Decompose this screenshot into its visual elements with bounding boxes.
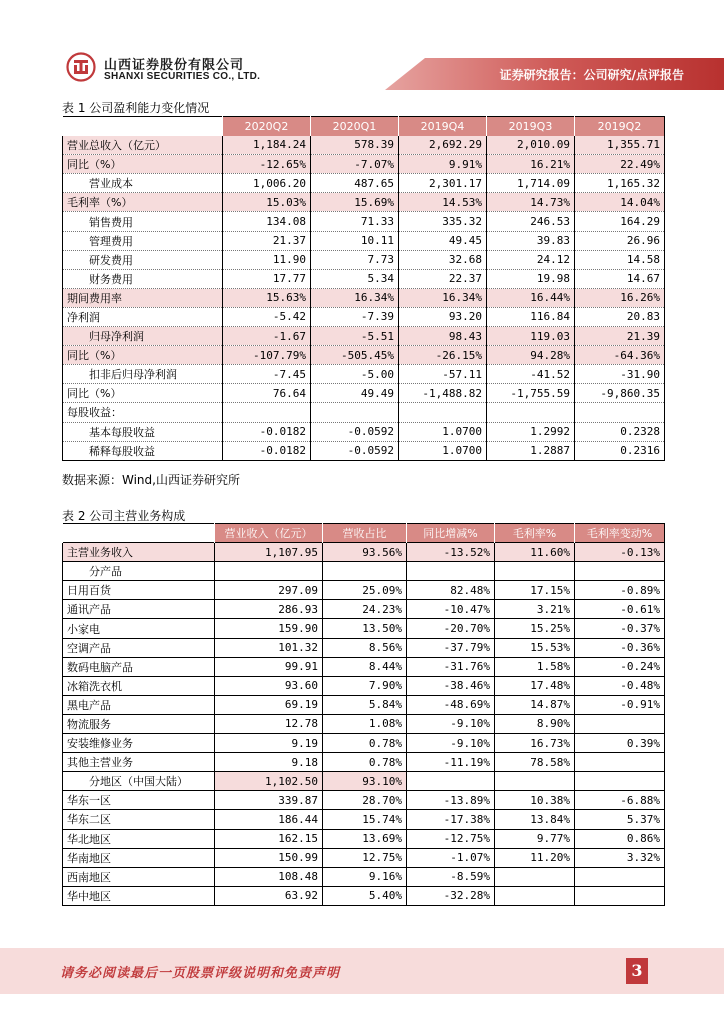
table-row [63, 543, 665, 562]
table-cell [311, 403, 399, 422]
table-cell: -31.76% [407, 657, 495, 676]
table-cell: -48.69% [407, 695, 495, 714]
table-row [63, 619, 665, 638]
table-cell: -13.52% [407, 543, 495, 562]
table-cell: 246.53 [487, 212, 575, 231]
table1-title: 表 1 公司盈利能力变化情况 [62, 101, 210, 115]
table-cell: 5.84% [323, 695, 407, 714]
table-cell: 1.2887 [487, 441, 575, 460]
table-cell: 9.16% [323, 867, 407, 886]
row-label: 同比（%） [63, 155, 223, 174]
table-cell: 339.87 [215, 791, 323, 810]
table-cell: -1,755.59 [487, 384, 575, 403]
table-cell [223, 403, 311, 422]
table-cell: 13.50% [323, 619, 407, 638]
table-cell: 2,010.09 [487, 136, 575, 155]
column-header: 营业收入（亿元） [215, 524, 323, 543]
table-cell [495, 562, 575, 581]
table-cell: 10.38% [495, 791, 575, 810]
row-label: 华东一区 [63, 791, 215, 810]
table-cell: 98.43 [399, 327, 487, 346]
table-cell: 39.83 [487, 231, 575, 250]
table-cell: -64.36% [575, 346, 665, 365]
table-cell: 1.0700 [399, 441, 487, 460]
row-label: 分地区（中国大陆） [63, 772, 215, 791]
table-cell: 12.75% [323, 848, 407, 867]
table-cell: 15.25% [495, 619, 575, 638]
column-header: 营收占比 [323, 524, 407, 543]
table-cell: 20.83 [575, 307, 665, 326]
data-source-note: 数据来源：Wind,山西证券研究所 [62, 473, 240, 487]
table-cell: -57.11 [399, 365, 487, 384]
table-cell: -26.15% [399, 346, 487, 365]
row-label: 每股收益： [63, 403, 223, 422]
table-cell: 13.84% [495, 810, 575, 829]
table-cell: -10.47% [407, 600, 495, 619]
table-cell: -9,860.35 [575, 384, 665, 403]
table-cell: -0.89% [575, 581, 665, 600]
row-label: 通讯产品 [63, 600, 215, 619]
table-cell: 17.15% [495, 581, 575, 600]
table-cell: 93.20 [399, 307, 487, 326]
table-cell: 19.98 [487, 269, 575, 288]
table-cell: -7.45 [223, 365, 311, 384]
table-cell: -505.45% [311, 346, 399, 365]
table-cell: 16.34% [399, 288, 487, 307]
row-label: 黑电产品 [63, 695, 215, 714]
table-cell: -12.75% [407, 829, 495, 848]
table-cell: 1,006.20 [223, 174, 311, 193]
table-cell: 186.44 [215, 810, 323, 829]
business-composition-table [62, 523, 665, 906]
row-label: 安装维修业务 [63, 734, 215, 753]
table-row [63, 155, 665, 174]
row-label: 数码电脑产品 [63, 657, 215, 676]
table-cell [575, 772, 665, 791]
company-name-cn: 山西证券股份有限公司 [104, 58, 245, 73]
table-cell: -17.38% [407, 810, 495, 829]
table-cell: 15.03% [223, 193, 311, 212]
table-cell [575, 562, 665, 581]
table-cell: 26.96 [575, 231, 665, 250]
table-row [63, 886, 665, 905]
table-cell: 21.39 [575, 327, 665, 346]
table-row [63, 676, 665, 695]
table-cell: 15.69% [311, 193, 399, 212]
table-cell [407, 562, 495, 581]
table-cell: 1,165.32 [575, 174, 665, 193]
table-cell: -5.00 [311, 365, 399, 384]
table-cell: 14.87% [495, 695, 575, 714]
table-cell: 16.21% [487, 155, 575, 174]
table-row [63, 562, 665, 581]
table-cell: 9.18 [215, 753, 323, 772]
table-cell: -0.13% [575, 543, 665, 562]
table-cell: -0.36% [575, 638, 665, 657]
table-cell: 14.67 [575, 269, 665, 288]
table-cell: -0.0592 [311, 422, 399, 441]
table-cell: 13.69% [323, 829, 407, 848]
table-cell: 0.78% [323, 753, 407, 772]
table-cell: 0.39% [575, 734, 665, 753]
table-cell: 1,355.71 [575, 136, 665, 155]
table-cell: 101.32 [215, 638, 323, 657]
table-cell: -5.42 [223, 307, 311, 326]
table-row [63, 231, 665, 250]
table-cell: 22.37 [399, 269, 487, 288]
table-cell: -31.90 [575, 365, 665, 384]
table-cell: 8.56% [323, 638, 407, 657]
row-label: 期间费用率 [63, 288, 223, 307]
table-row [63, 734, 665, 753]
table-cell: 162.15 [215, 829, 323, 848]
table-cell: 8.90% [495, 714, 575, 733]
table-cell: -1.07% [407, 848, 495, 867]
company-logo-icon [66, 52, 96, 82]
table-cell: -107.79% [223, 346, 311, 365]
table-cell: 5.37% [575, 810, 665, 829]
table-cell: -13.89% [407, 791, 495, 810]
table-cell: 297.09 [215, 581, 323, 600]
table-cell [575, 403, 665, 422]
table-row [63, 829, 665, 848]
column-header: 2019Q2 [575, 117, 665, 136]
table-cell: 9.91% [399, 155, 487, 174]
table-row [63, 714, 665, 733]
row-label: 同比（%） [63, 384, 223, 403]
table-cell: 10.11 [311, 231, 399, 250]
table-cell: 17.48% [495, 676, 575, 695]
table-cell: 5.34 [311, 269, 399, 288]
table-cell: 1.0700 [399, 422, 487, 441]
row-label: 净利润 [63, 307, 223, 326]
table-row [63, 307, 665, 326]
table-row [63, 600, 665, 619]
table-cell: 78.58% [495, 753, 575, 772]
table-cell [575, 753, 665, 772]
table-cell: 487.65 [311, 174, 399, 193]
row-label: 销售费用 [63, 212, 223, 231]
table-cell: -9.10% [407, 714, 495, 733]
table-cell: 16.73% [495, 734, 575, 753]
row-label: 西南地区 [63, 867, 215, 886]
table-cell: -12.65% [223, 155, 311, 174]
table-cell: 14.04% [575, 193, 665, 212]
page-header [0, 0, 724, 100]
table-cell: 1.2992 [487, 422, 575, 441]
row-label: 主营业务收入 [63, 543, 215, 562]
table-cell: 7.73 [311, 250, 399, 269]
report-type-label: 证券研究报告：公司研究/点评报告 [499, 68, 684, 82]
table-row [63, 269, 665, 288]
table-cell: 1.58% [495, 657, 575, 676]
table-cell [495, 867, 575, 886]
table-cell [399, 403, 487, 422]
row-label: 冰箱洗衣机 [63, 676, 215, 695]
row-label: 小家电 [63, 619, 215, 638]
table-cell: 12.78 [215, 714, 323, 733]
table-cell: -8.59% [407, 867, 495, 886]
table-cell: 578.39 [311, 136, 399, 155]
table-cell: 17.77 [223, 269, 311, 288]
table-row [63, 384, 665, 403]
table-cell: 71.33 [311, 212, 399, 231]
table-cell [575, 714, 665, 733]
table-row [63, 174, 665, 193]
table-cell [407, 772, 495, 791]
table-cell: 119.03 [487, 327, 575, 346]
table-row [63, 288, 665, 307]
table-cell: 159.90 [215, 619, 323, 638]
table-cell: -9.10% [407, 734, 495, 753]
table-cell: 14.53% [399, 193, 487, 212]
table-cell: -41.52 [487, 365, 575, 384]
table-cell: 16.26% [575, 288, 665, 307]
table-cell: 15.63% [223, 288, 311, 307]
row-label: 财务费用 [63, 269, 223, 288]
row-label: 华东二区 [63, 810, 215, 829]
table-row [63, 772, 665, 791]
table-cell: 134.08 [223, 212, 311, 231]
table-row [63, 657, 665, 676]
table-cell: 11.20% [495, 848, 575, 867]
table-cell: -0.24% [575, 657, 665, 676]
table-cell [323, 562, 407, 581]
table-cell: -0.0182 [223, 422, 311, 441]
row-label: 归母净利润 [63, 327, 223, 346]
table-cell: -0.48% [575, 676, 665, 695]
table-cell: 8.44% [323, 657, 407, 676]
row-label: 管理费用 [63, 231, 223, 250]
table-cell: -5.51 [311, 327, 399, 346]
table-cell: 82.48% [407, 581, 495, 600]
table-row [63, 365, 665, 384]
row-label: 同比（%） [63, 346, 223, 365]
table-row [63, 422, 665, 441]
table-cell: 1,184.24 [223, 136, 311, 155]
row-label: 物流服务 [63, 714, 215, 733]
table-cell: 11.90 [223, 250, 311, 269]
row-label: 营业总收入（亿元） [63, 136, 223, 155]
column-header: 2019Q3 [487, 117, 575, 136]
profitability-table [62, 116, 665, 461]
table-cell: 7.90% [323, 676, 407, 695]
page-number: 3 [626, 958, 648, 984]
table-cell: 28.70% [323, 791, 407, 810]
table-row [63, 867, 665, 886]
table-cell: 24.12 [487, 250, 575, 269]
table-cell: -38.46% [407, 676, 495, 695]
table-cell: 5.40% [323, 886, 407, 905]
table-row [63, 327, 665, 346]
row-label: 华北地区 [63, 829, 215, 848]
row-label: 空调产品 [63, 638, 215, 657]
row-label: 扣非后归母净利润 [63, 365, 223, 384]
table-cell: 0.2328 [575, 422, 665, 441]
table-header-row [63, 524, 665, 543]
row-label: 华中地区 [63, 886, 215, 905]
row-label: 日用百货 [63, 581, 215, 600]
row-label: 营业成本 [63, 174, 223, 193]
table-row [63, 753, 665, 772]
table-row [63, 250, 665, 269]
table-cell: 116.84 [487, 307, 575, 326]
table-cell: 335.32 [399, 212, 487, 231]
table-cell: 49.45 [399, 231, 487, 250]
table-cell: 63.92 [215, 886, 323, 905]
table-cell: 94.28% [487, 346, 575, 365]
table-cell: 76.64 [223, 384, 311, 403]
table-cell: -20.70% [407, 619, 495, 638]
table-cell: -32.28% [407, 886, 495, 905]
column-header: 毛利率变动% [575, 524, 665, 543]
table-cell: 93.56% [323, 543, 407, 562]
table-cell: 9.77% [495, 829, 575, 848]
company-name-en: SHANXI SECURITIES CO., LTD. [104, 71, 261, 82]
table-cell: -0.37% [575, 619, 665, 638]
table-header-row [63, 117, 665, 136]
row-label: 其他主营业务 [63, 753, 215, 772]
table-cell [487, 403, 575, 422]
table-cell: 286.93 [215, 600, 323, 619]
row-label: 基本每股收益 [63, 422, 223, 441]
table-cell: 21.37 [223, 231, 311, 250]
table-cell: 93.60 [215, 676, 323, 695]
table-cell: 16.44% [487, 288, 575, 307]
table-cell: 69.19 [215, 695, 323, 714]
column-header: 2020Q2 [223, 117, 311, 136]
row-label: 毛利率（%） [63, 193, 223, 212]
table-cell: 15.53% [495, 638, 575, 657]
table-cell: -1,488.82 [399, 384, 487, 403]
table-cell: 0.86% [575, 829, 665, 848]
table-cell [575, 886, 665, 905]
row-label: 稀释每股收益 [63, 441, 223, 460]
table-cell [575, 867, 665, 886]
column-header: 2019Q4 [399, 117, 487, 136]
table-cell: 0.78% [323, 734, 407, 753]
table-row [63, 403, 665, 422]
table-cell: 2,692.29 [399, 136, 487, 155]
table-cell: -37.79% [407, 638, 495, 657]
table-row [63, 638, 665, 657]
table-cell: -0.0182 [223, 441, 311, 460]
disclaimer-text: 请务必阅读最后一页股票评级说明和免责声明 [60, 966, 341, 981]
table-row [63, 193, 665, 212]
table-cell: -11.19% [407, 753, 495, 772]
header-corner [63, 117, 223, 136]
column-header: 同比增减% [407, 524, 495, 543]
table-row [63, 581, 665, 600]
table-cell: 150.99 [215, 848, 323, 867]
table-row [63, 346, 665, 365]
table-cell: -6.88% [575, 791, 665, 810]
table-cell: 108.48 [215, 867, 323, 886]
table-row [63, 791, 665, 810]
table-cell: 1,102.50 [215, 772, 323, 791]
table-cell: 1,714.09 [487, 174, 575, 193]
table-cell: 15.74% [323, 810, 407, 829]
table-cell: 14.58 [575, 250, 665, 269]
table-row [63, 136, 665, 155]
table-cell: -0.0592 [311, 441, 399, 460]
row-label: 分产品 [63, 562, 215, 581]
table-cell: 3.32% [575, 848, 665, 867]
table-cell: 32.68 [399, 250, 487, 269]
table-cell: 93.10% [323, 772, 407, 791]
table-cell: 25.09% [323, 581, 407, 600]
table-cell: 14.73% [487, 193, 575, 212]
table-row [63, 848, 665, 867]
table-row [63, 810, 665, 829]
table-cell: 16.34% [311, 288, 399, 307]
table-cell: -7.07% [311, 155, 399, 174]
row-label: 研发费用 [63, 250, 223, 269]
table-cell: -0.61% [575, 600, 665, 619]
table-cell: 2,301.17 [399, 174, 487, 193]
table-cell: 1,107.95 [215, 543, 323, 562]
table-row [63, 695, 665, 714]
table-cell: -0.91% [575, 695, 665, 714]
table-cell [495, 886, 575, 905]
table-cell: 0.2316 [575, 441, 665, 460]
table-cell: 49.49 [311, 384, 399, 403]
table-cell: 11.60% [495, 543, 575, 562]
table-cell: -7.39 [311, 307, 399, 326]
table-cell: 164.29 [575, 212, 665, 231]
table-cell: 99.91 [215, 657, 323, 676]
table-cell: 24.23% [323, 600, 407, 619]
table-cell: 9.19 [215, 734, 323, 753]
table-row [63, 441, 665, 460]
table-cell: -1.67 [223, 327, 311, 346]
table-cell [495, 772, 575, 791]
table-cell: 3.21% [495, 600, 575, 619]
table2-title: 表 2 公司主营业务构成 [62, 509, 186, 523]
header-corner [63, 524, 215, 543]
table-cell: 22.49% [575, 155, 665, 174]
table-row [63, 212, 665, 231]
column-header: 2020Q1 [311, 117, 399, 136]
table-cell [215, 562, 323, 581]
table-cell: 1.08% [323, 714, 407, 733]
row-label: 华南地区 [63, 848, 215, 867]
column-header: 毛利率% [495, 524, 575, 543]
